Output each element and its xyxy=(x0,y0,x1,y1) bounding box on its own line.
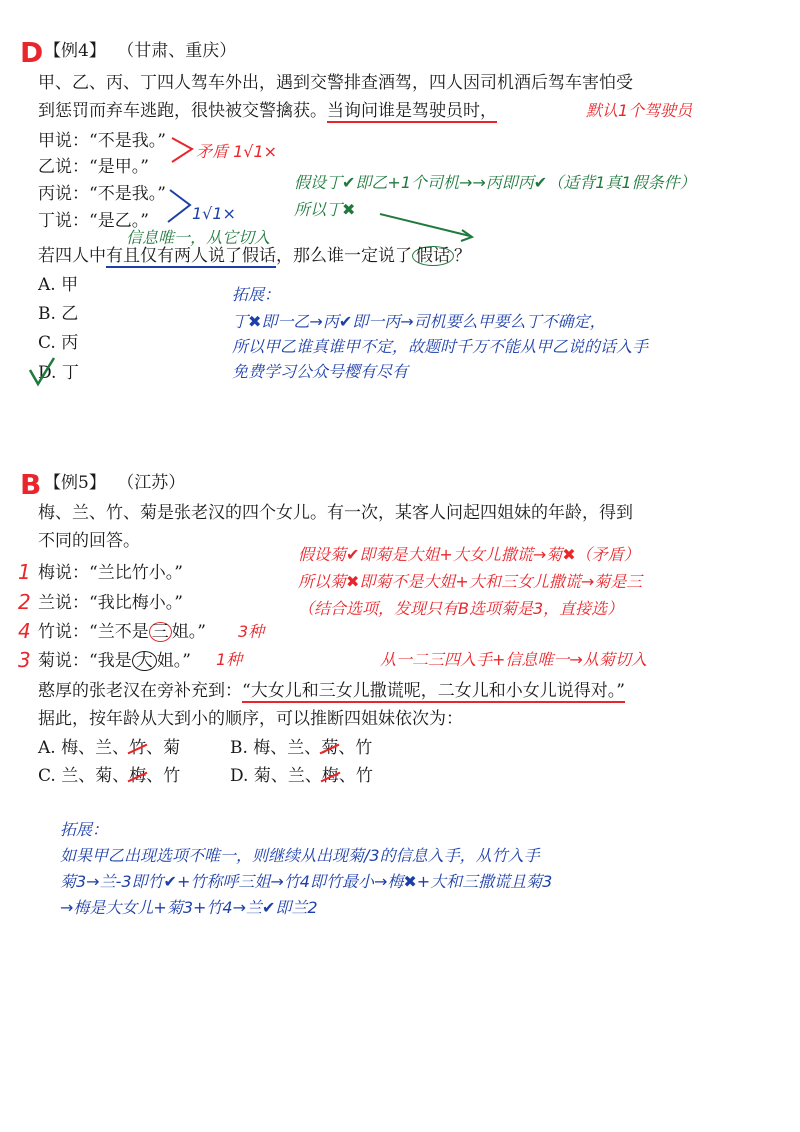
quote: “是甲。” xyxy=(89,157,149,177)
speaker: 竹说： xyxy=(38,622,89,642)
speaker: 乙说： xyxy=(38,157,89,177)
ext5-line3: →梅是大女儿+菊3+竹4→兰✔即兰2 xyxy=(60,898,318,917)
supplement-lead: 憨厚的张老汉在旁补充到： xyxy=(38,681,242,701)
q-circled: 假话 xyxy=(412,246,454,266)
quote: 姐。” xyxy=(171,622,206,642)
note-assume-ju-1: 假设菊✔即菊是大姐+大女儿撒谎→菊✖（矛盾） xyxy=(298,545,640,564)
quote: “兰比竹小。” xyxy=(89,563,183,583)
quote: “我是 xyxy=(89,651,132,671)
opt-label: A. 梅、兰、 xyxy=(38,738,130,758)
option-a: A. 甲 xyxy=(38,275,79,295)
stem-underlined: 当询问谁是驾驶员时， xyxy=(327,101,497,121)
ext4-line2: 所以甲乙谁真谁甲不定，故题时千万不能从甲乙说的话入手 xyxy=(232,337,649,356)
opt-label: C. 兰、菊、 xyxy=(38,766,130,786)
order-num-3: 3 xyxy=(18,648,31,672)
circled-da: 大 xyxy=(132,651,157,671)
note-default-driver: 默认1个驾驶员 xyxy=(586,101,693,120)
q-part: ？ xyxy=(454,246,471,266)
q-part: 若四人中 xyxy=(38,246,106,266)
speaker: 梅说： xyxy=(38,563,89,583)
stem-text: 到惩罚而弃车逃跑，很快被交警擒获。 xyxy=(38,101,327,121)
note-one-true-one-false: 1√1× xyxy=(192,204,236,223)
note-so-ding: 所以丁✖ xyxy=(294,200,356,219)
ext4-title: 拓展： xyxy=(232,285,281,304)
example4-label: 【例4】 xyxy=(44,41,106,61)
speaker: 丙说： xyxy=(38,184,89,204)
opt-struck: 竹 xyxy=(129,738,147,758)
note-unique-info: 信息唯一，从它切入 xyxy=(126,228,271,247)
q-underlined: 有且仅有两人说了假话 xyxy=(106,246,276,266)
answer-letter-4: D xyxy=(20,36,44,69)
order-num-1: 1 xyxy=(18,560,31,584)
speaker: 菊说： xyxy=(38,651,89,671)
opt-rest: 、竹 xyxy=(338,738,373,758)
example5-source: （江苏） xyxy=(117,473,186,493)
example5-stem-line2: 不同的回答。 xyxy=(38,531,140,551)
ext4-line3: 免费学习公众号樱有尽有 xyxy=(232,362,409,381)
green-arrow-icon xyxy=(380,214,470,236)
opt-struck: 梅 xyxy=(321,766,339,786)
order-num-2: 2 xyxy=(18,590,31,614)
option-b: B. 乙 xyxy=(38,304,79,324)
quote: 姐。” xyxy=(156,651,191,671)
quote: “不是我。” xyxy=(89,131,166,151)
ext5-title: 拓展： xyxy=(60,820,109,839)
quote: “我比梅小。” xyxy=(89,593,183,613)
example4-stem-line1: 甲、乙、丙、丁四人驾车外出，遇到交警排查酒驾，四人因司机酒后驾车害怕受 xyxy=(38,73,633,93)
speaker: 兰说： xyxy=(38,593,89,613)
opt-rest: 、竹 xyxy=(338,766,373,786)
ext4-line1: 丁✖即一乙→丙✔即一丙→司机要么甲要么丁不确定， xyxy=(232,312,606,331)
example5-stem-line1: 梅、兰、竹、菊是张老汉的四个女儿。有一次，某客人问起四姐妹的年龄，得到 xyxy=(38,503,633,523)
note-entry-ju: 从一二三四入手+信息唯一→从菊切入 xyxy=(380,650,647,669)
quote: “是乙。” xyxy=(89,211,149,231)
opt-label: B. 梅、兰、 xyxy=(230,738,322,758)
opt-struck: 菊 xyxy=(321,738,339,758)
note-3-kinds: 3种 xyxy=(238,622,265,641)
example5-label: 【例5】 xyxy=(44,473,106,493)
circled-san: 三 xyxy=(149,622,172,642)
speaker: 丁说： xyxy=(38,211,89,231)
opt-label: D. 菊、兰、 xyxy=(230,766,322,786)
opt-rest: 、竹 xyxy=(146,766,181,786)
note-assume-ju-3: （结合选项，发现只有B选项菊是3，直接选） xyxy=(298,599,624,618)
opt-rest: 、菊 xyxy=(146,738,181,758)
conclusion: 据此，按年龄从大到小的顺序，可以推断四姐妹依次为： xyxy=(38,709,463,729)
red-bracket-icon xyxy=(172,138,192,162)
note-assume-ding: 假设丁✔即乙+1个司机→→丙即丙✔（适背1真1假条件） xyxy=(294,173,696,192)
q-part: ，那么谁一定说了 xyxy=(276,246,412,266)
quote: “不是我。” xyxy=(89,184,166,204)
order-num-4: 4 xyxy=(18,619,31,643)
blue-bracket-icon xyxy=(168,190,190,222)
speaker: 甲说： xyxy=(38,131,89,151)
ext5-line1: 如果甲乙出现选项不唯一，则继续从出现菊/3的信息入手，从竹入手 xyxy=(60,846,540,865)
answer-letter-5: B xyxy=(20,468,42,501)
example4-source: （甘肃、重庆） xyxy=(117,41,237,61)
note-1-kind: 1种 xyxy=(216,650,243,669)
supplement-quote: “大女儿和三女儿撒谎呢，二女儿和小女儿说得对。” xyxy=(242,681,625,701)
note-contradiction: 矛盾 1√1× xyxy=(196,142,278,161)
ext5-line2: 菊3→兰-3即竹✔+竹称呼三姐→竹4即竹最小→梅✖+大和三撒谎且菊3 xyxy=(60,872,553,891)
option-c: C. 丙 xyxy=(38,333,79,353)
option-d: D. 丁 xyxy=(38,363,79,383)
quote: “兰不是 xyxy=(89,622,149,642)
check-mark-icon xyxy=(30,358,54,384)
opt-struck: 梅 xyxy=(129,766,147,786)
note-assume-ju-2: 所以菊✖即菊不是大姐+大和三女儿撒谎→菊是三 xyxy=(298,572,643,591)
